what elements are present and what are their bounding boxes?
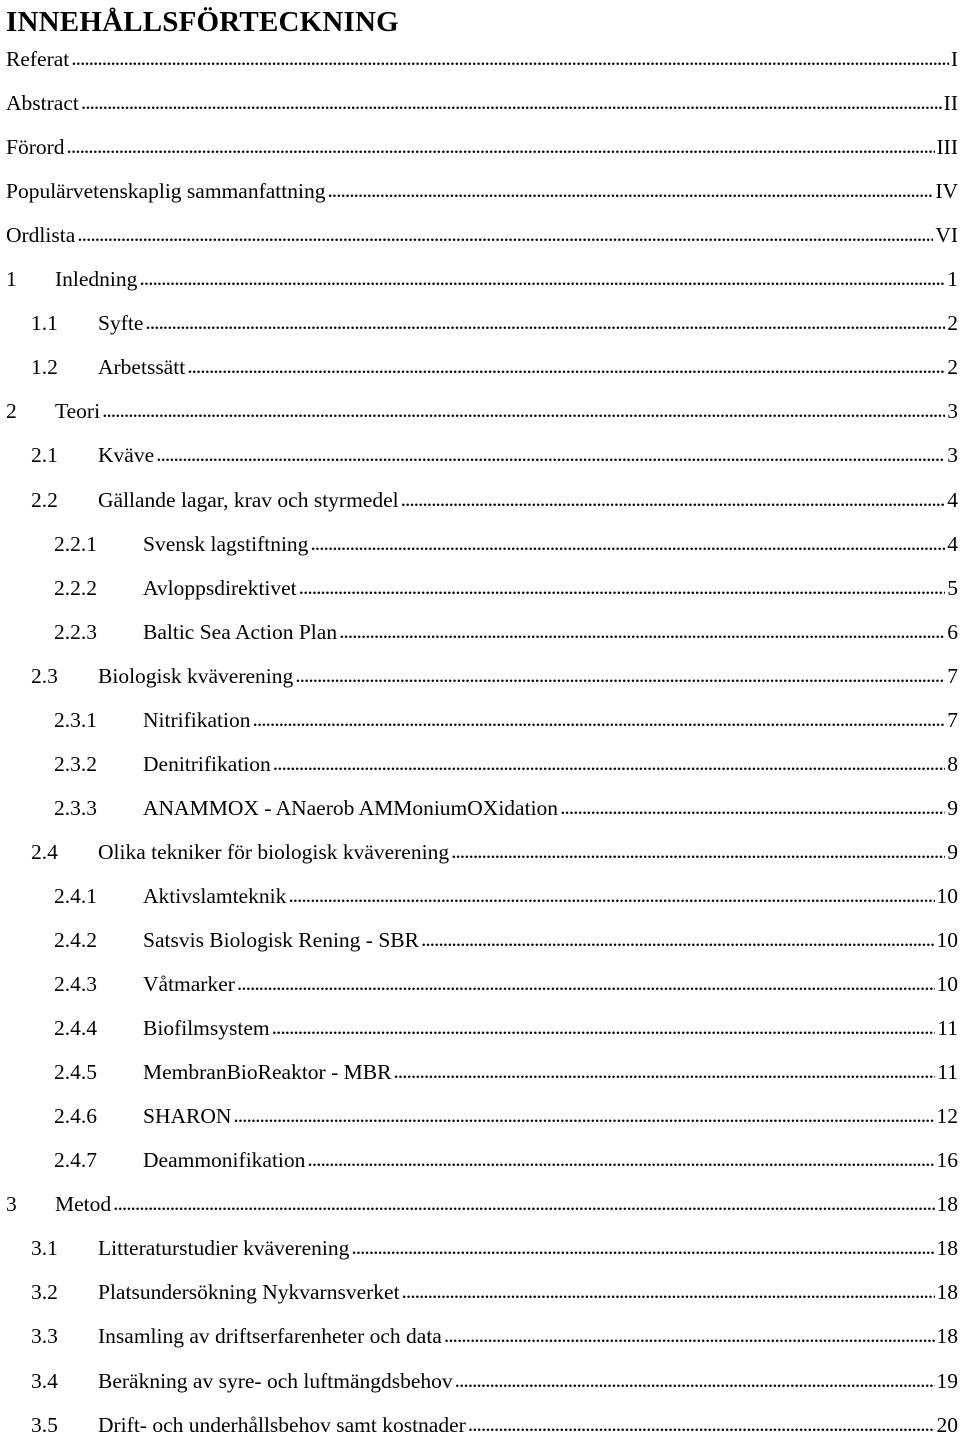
toc-entry[interactable] xyxy=(31,440,958,470)
toc-entry[interactable] xyxy=(31,837,958,867)
toc-entry-page-number: II xyxy=(943,91,958,116)
toc-entry[interactable] xyxy=(54,1013,958,1043)
toc-entry[interactable] xyxy=(31,1321,958,1351)
toc-entry-title: Teori xyxy=(55,399,101,424)
toc-entry-number: 2.2.1 xyxy=(54,531,97,556)
dot-leader xyxy=(252,704,945,734)
toc-entry-title: Insamling av driftserfarenheter och data xyxy=(98,1324,442,1349)
toc-entry-number: 3 xyxy=(6,1192,17,1217)
toc-entry-page-number: 2 xyxy=(947,355,958,380)
dot-leader xyxy=(81,87,942,117)
toc-entry-number: 1.1 xyxy=(31,311,58,336)
toc-entry-number: 2.4.6 xyxy=(54,1104,97,1129)
toc-entry-page-number: 2 xyxy=(947,311,958,336)
toc-entry[interactable] xyxy=(6,132,958,162)
toc-entry-title: Populärvetenskaplig sammanfattning xyxy=(6,179,326,204)
toc-entry-title: Abstract xyxy=(6,91,79,116)
toc-entry-page-number: 5 xyxy=(947,575,958,600)
toc-entry[interactable] xyxy=(54,1057,958,1087)
page-title: INNEHÅLLSFÖRTECKNING xyxy=(6,6,399,38)
toc-entry-number: 2.4.7 xyxy=(54,1148,97,1173)
toc-entry-title: Kväve xyxy=(98,443,155,468)
dot-leader xyxy=(402,1276,935,1306)
toc-entry-page-number: III xyxy=(936,135,958,160)
toc-entry[interactable] xyxy=(31,308,958,338)
toc-entry-number: 2.3 xyxy=(31,663,58,688)
toc-entry[interactable] xyxy=(31,485,958,515)
toc-entry[interactable] xyxy=(54,793,958,823)
toc-entry-page-number: 18 xyxy=(936,1324,958,1349)
toc-entry-number: 2.4.5 xyxy=(54,1060,97,1085)
toc-entry-title: Våtmarker xyxy=(143,972,235,997)
toc-entry-title: Drift- och underhållsbehov samt kostnader xyxy=(98,1412,466,1437)
toc-entry-number: 2.2.3 xyxy=(54,619,97,644)
toc-entry[interactable] xyxy=(54,705,958,735)
toc-entry[interactable] xyxy=(6,220,958,250)
toc-entry-page-number: 3 xyxy=(947,443,958,468)
toc-entry[interactable] xyxy=(54,1101,958,1131)
toc-entry-page-number: 3 xyxy=(947,399,958,424)
dot-leader xyxy=(351,1232,934,1262)
toc-entry-title: ANAMMOX - ANaerob AMMoniumOXidation xyxy=(143,795,559,820)
toc-entry-page-number: 18 xyxy=(936,1192,958,1217)
toc-entry-page-number: 20 xyxy=(936,1412,958,1437)
dot-leader xyxy=(307,1144,934,1174)
toc-entry[interactable] xyxy=(54,749,958,779)
toc-entry-title: Förord xyxy=(6,135,65,160)
toc-entry[interactable] xyxy=(6,1189,958,1219)
toc-entry-title: Litteraturstudier kväverening xyxy=(98,1236,350,1261)
toc-entry-number: 2.4.2 xyxy=(54,928,97,952)
dot-leader xyxy=(451,836,945,866)
toc-entry-number: 2.3.1 xyxy=(54,707,97,732)
toc-entry-page-number: 9 xyxy=(947,839,958,864)
dot-leader xyxy=(67,131,935,161)
dot-leader xyxy=(310,528,945,558)
dot-leader xyxy=(295,660,945,690)
toc-entry[interactable] xyxy=(54,969,958,999)
toc-entry-page-number: 4 xyxy=(947,531,958,556)
toc-entry-number: 2.4.4 xyxy=(54,1016,97,1041)
toc-entry-number: 2.4.1 xyxy=(54,883,97,908)
toc-entry-page-number: 18 xyxy=(936,1236,958,1261)
toc-entry-number: 3.1 xyxy=(31,1236,58,1261)
toc-entry-page-number: 7 xyxy=(947,707,958,732)
dot-leader xyxy=(156,439,945,469)
toc-entry-page-number: VI xyxy=(935,223,958,248)
toc-entry-title: Gällande lagar, krav och styrmedel xyxy=(98,487,399,512)
dot-leader xyxy=(273,748,945,778)
toc-entry[interactable] xyxy=(54,617,958,647)
toc-entry-number: 2.3.2 xyxy=(54,751,97,776)
dot-leader xyxy=(455,1365,935,1395)
dot-leader xyxy=(233,1100,934,1130)
dot-leader xyxy=(560,792,945,822)
dot-leader xyxy=(272,1012,936,1042)
toc-entry[interactable] xyxy=(6,176,958,206)
toc-entry[interactable] xyxy=(31,1277,958,1307)
toc-entry-title: Metod xyxy=(55,1192,112,1217)
toc-entry-page-number: 16 xyxy=(936,1148,958,1173)
toc-entry-title: Avloppsdirektivet xyxy=(143,575,297,600)
dot-leader xyxy=(102,395,945,425)
toc-entry[interactable] xyxy=(31,1233,958,1263)
dot-leader xyxy=(421,924,935,954)
toc-entry-page-number: IV xyxy=(935,179,958,204)
toc-entry-title: Nitrifikation xyxy=(143,707,251,732)
toc-entry-title: Syfte xyxy=(98,311,144,336)
toc-entry[interactable] xyxy=(6,396,958,426)
toc-entry-title: Satsvis Biologisk Rening - SBR xyxy=(143,928,419,952)
toc-entry-number: 2.4.3 xyxy=(54,972,97,997)
toc-entry-title: Platsundersökning Nykvarnsverket xyxy=(98,1280,400,1305)
toc-entry-number: 2.3.3 xyxy=(54,795,97,820)
toc-entry-page-number: 11 xyxy=(937,1016,958,1041)
toc-entry-page-number: 6 xyxy=(947,619,958,644)
toc-entry-title: Baltic Sea Action Plan xyxy=(143,619,338,644)
toc-entry-title: Ordlista xyxy=(6,223,76,248)
toc-entry-number: 1.2 xyxy=(31,355,58,380)
toc-entry-page-number: I xyxy=(950,47,958,71)
toc-entry-title: Arbetssätt xyxy=(98,355,186,380)
toc-entry-title: Deammonifikation xyxy=(143,1148,306,1173)
toc-entry[interactable] xyxy=(31,1366,958,1396)
toc-entry-number: 2.2 xyxy=(31,487,58,512)
dot-leader xyxy=(139,263,945,293)
toc-entry-number: 2.2.2 xyxy=(54,575,97,600)
toc-entry[interactable] xyxy=(31,352,958,382)
toc-entry-number: 3.5 xyxy=(31,1412,58,1437)
toc-entry-page-number: 1 xyxy=(947,267,958,292)
toc-entry-title: Beräkning av syre- och luftmängdsbehov xyxy=(98,1368,453,1393)
toc-entry-title: Biofilmsystem xyxy=(143,1016,270,1041)
toc-entry-title: Inledning xyxy=(55,267,138,292)
toc-entry-title: Svensk lagstiftning xyxy=(143,531,309,556)
dot-leader xyxy=(444,1320,935,1350)
toc-entry-number: 1 xyxy=(6,267,17,292)
toc-entry[interactable] xyxy=(6,44,958,74)
toc-entry[interactable] xyxy=(6,264,958,294)
toc-entry-page-number: 12 xyxy=(936,1104,958,1129)
dot-leader xyxy=(145,307,945,337)
toc-entry-page-number: 9 xyxy=(947,795,958,820)
toc-entry-page-number: 18 xyxy=(936,1280,958,1305)
dot-leader xyxy=(327,175,933,205)
toc-entry-number: 2 xyxy=(6,399,17,424)
toc-entry-title: MembranBioReaktor - MBR xyxy=(143,1060,392,1085)
toc-entry-title: Aktivslamteknik xyxy=(143,883,287,908)
toc-entry-page-number: 7 xyxy=(947,663,958,688)
toc-entry[interactable] xyxy=(6,88,958,118)
toc-entry[interactable] xyxy=(54,1145,958,1175)
dot-leader xyxy=(237,968,935,998)
toc-entry-number: 2.1 xyxy=(31,443,58,468)
toc-entry[interactable] xyxy=(54,881,958,911)
dot-leader xyxy=(113,1188,934,1218)
dot-leader xyxy=(288,880,934,910)
toc-entry-title: SHARON xyxy=(143,1104,232,1129)
toc-entry-number: 3.3 xyxy=(31,1324,58,1349)
dot-leader xyxy=(468,1409,935,1439)
toc-entry-number: 2.4 xyxy=(31,839,58,864)
dot-leader xyxy=(393,1056,935,1086)
toc-entry[interactable] xyxy=(31,1410,958,1440)
toc-entry-title: Denitrifikation xyxy=(143,751,271,776)
toc-entry-number: 3.2 xyxy=(31,1280,58,1305)
toc-entry[interactable] xyxy=(54,925,958,955)
toc-entry-page-number: 8 xyxy=(947,751,958,776)
toc-entry-page-number: 11 xyxy=(937,1060,958,1085)
toc-entry[interactable] xyxy=(54,529,958,559)
toc-entry-page-number: 4 xyxy=(947,487,958,512)
toc-entry-page-number: 10 xyxy=(936,928,958,952)
toc-entry-title: Referat xyxy=(6,47,70,71)
toc-entry-page-number: 10 xyxy=(936,883,958,908)
dot-leader xyxy=(187,351,945,381)
toc-entry-page-number: 19 xyxy=(936,1368,958,1393)
dot-leader xyxy=(71,43,949,73)
dot-leader xyxy=(77,219,933,249)
toc-entry[interactable] xyxy=(54,573,958,603)
toc-entry-page-number: 10 xyxy=(936,972,958,997)
toc-entry[interactable] xyxy=(31,661,958,691)
toc-entry-title: Olika tekniker för biologisk kväverening xyxy=(98,839,450,864)
toc-entry-title: Biologisk kväverening xyxy=(98,663,294,688)
dot-leader xyxy=(401,484,946,514)
toc-entry-number: 3.4 xyxy=(31,1368,58,1393)
dot-leader xyxy=(299,572,946,602)
dot-leader xyxy=(339,616,945,646)
